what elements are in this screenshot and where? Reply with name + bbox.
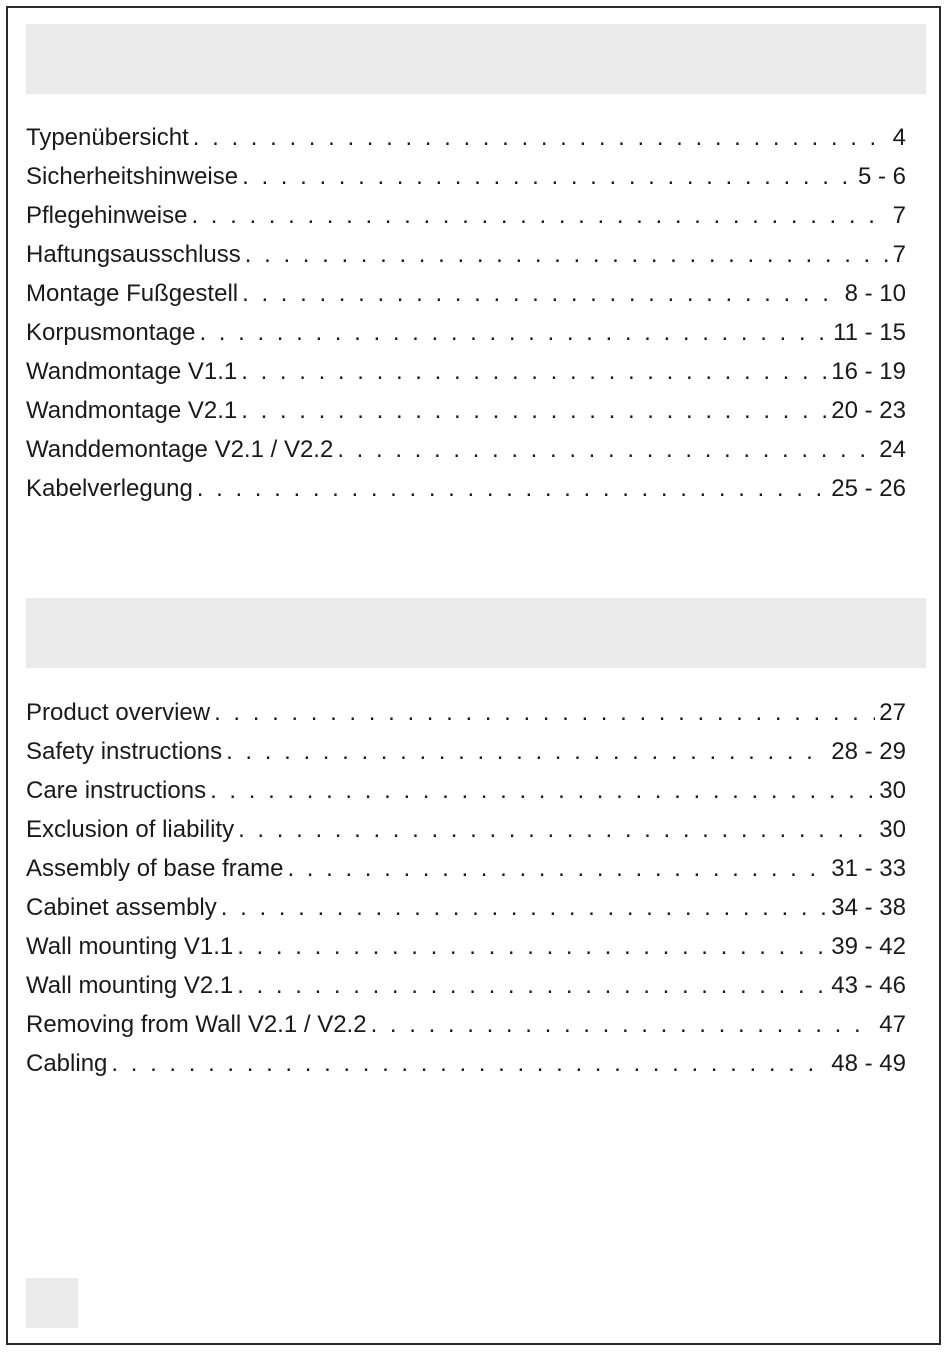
toc-entry-title: Haftungsausschluss [26, 241, 241, 268]
toc-entry-page: 27 [879, 699, 906, 726]
toc-entry[interactable] [26, 118, 906, 157]
toc-entry-title: Montage Fußgestell [26, 280, 239, 307]
toc-leader-dots [245, 235, 889, 274]
toc-entry-page: 7 [892, 202, 906, 229]
toc-leader-dots [193, 118, 889, 157]
toc-entry-page: 47 [879, 1011, 906, 1038]
english-toc-list [26, 693, 906, 1083]
toc-entry-page: 7 [892, 241, 906, 268]
toc-entry-page: 30 [879, 816, 906, 843]
toc-leader-dots [242, 274, 841, 313]
toc-entry-title: Cabinet assembly [26, 894, 217, 921]
toc-entry[interactable] [26, 1005, 906, 1044]
toc-leader-dots [242, 157, 854, 196]
toc-entry-page: 8 - 10 [844, 280, 906, 307]
toc-entry-page: 11 - 15 [833, 319, 906, 346]
toc-leader-dots [210, 771, 875, 810]
toc-entry-page: 24 [879, 436, 906, 463]
toc-entry-page: 39 - 42 [831, 933, 906, 960]
toc-entry[interactable] [26, 196, 906, 235]
toc-entry-title: Sicherheitshinweise [26, 163, 239, 190]
toc-leader-dots [241, 352, 827, 391]
toc-entry[interactable] [26, 771, 906, 810]
page-number-box [26, 1278, 78, 1328]
toc-entry[interactable] [26, 927, 906, 966]
toc-entry-title: Typenübersicht [26, 124, 189, 151]
toc-entry[interactable] [26, 888, 906, 927]
toc-entry[interactable] [26, 469, 906, 508]
toc-entry[interactable] [26, 1044, 906, 1083]
toc-leader-dots [241, 391, 827, 430]
toc-entry-title: Wall mounting V2.1 [26, 972, 234, 999]
toc-leader-dots [111, 1044, 827, 1083]
toc-entry-page: 48 - 49 [831, 1050, 906, 1077]
toc-leader-dots [238, 810, 875, 849]
german-toc-list [26, 118, 906, 508]
toc-entry[interactable] [26, 849, 906, 888]
toc-leader-dots [226, 732, 827, 771]
toc-entry[interactable] [26, 313, 906, 352]
toc-entry-title: Kabelverlegung [26, 475, 193, 502]
toc-entry[interactable] [26, 157, 906, 196]
toc-entry-title: Wall mounting V1.1 [26, 933, 234, 960]
toc-entry-title: Wanddemontage V2.1 / V2.2 [26, 436, 334, 463]
toc-leader-dots [199, 313, 829, 352]
toc-entry-page: 28 - 29 [831, 738, 906, 765]
toc-entry[interactable] [26, 430, 906, 469]
toc-entry-title: Exclusion of liability [26, 816, 235, 843]
toc-leader-dots [237, 927, 827, 966]
toc-entry-title: Product overview [26, 699, 211, 726]
toc-entry-page: 25 - 26 [831, 475, 906, 502]
toc-entry[interactable] [26, 391, 906, 430]
toc-entry-page: 4 [892, 124, 906, 151]
toc-entry-title: Removing from Wall V2.1 / V2.2 [26, 1011, 367, 1038]
toc-entry[interactable] [26, 732, 906, 771]
toc-entry-page: 34 - 38 [831, 894, 906, 921]
toc-entry-page: 5 - 6 [857, 163, 906, 190]
german-section-header-bar [26, 24, 926, 94]
toc-entry[interactable] [26, 235, 906, 274]
toc-entry-page: 20 - 23 [831, 397, 906, 424]
toc-entry-title: Cabling [26, 1050, 108, 1077]
toc-entry-title: Pflegehinweise [26, 202, 188, 229]
toc-entry[interactable] [26, 274, 906, 313]
toc-entry[interactable] [26, 693, 906, 732]
toc-entry-title: Korpusmontage [26, 319, 196, 346]
toc-entry-title: Safety instructions [26, 738, 223, 765]
toc-entry-page: 43 - 46 [831, 972, 906, 999]
toc-entry-title: Assembly of base frame [26, 855, 284, 882]
toc-entry[interactable] [26, 810, 906, 849]
toc-leader-dots [287, 849, 827, 888]
toc-leader-dots [371, 1005, 876, 1044]
toc-entry[interactable] [26, 966, 906, 1005]
toc-leader-dots [214, 693, 875, 732]
toc-entry-page: 16 - 19 [831, 358, 906, 385]
toc-entry-page: 31 - 33 [831, 855, 906, 882]
toc-leader-dots [197, 469, 827, 508]
toc-entry-title: Wandmontage V1.1 [26, 358, 238, 385]
toc-entry-title: Wandmontage V2.1 [26, 397, 238, 424]
toc-entry[interactable] [26, 352, 906, 391]
toc-leader-dots [337, 430, 875, 469]
toc-entry-title: Care instructions [26, 777, 207, 804]
toc-leader-dots [237, 966, 827, 1005]
toc-entry-page: 30 [879, 777, 906, 804]
toc-leader-dots [191, 196, 888, 235]
english-section-header-bar [26, 598, 926, 668]
toc-leader-dots [221, 888, 828, 927]
